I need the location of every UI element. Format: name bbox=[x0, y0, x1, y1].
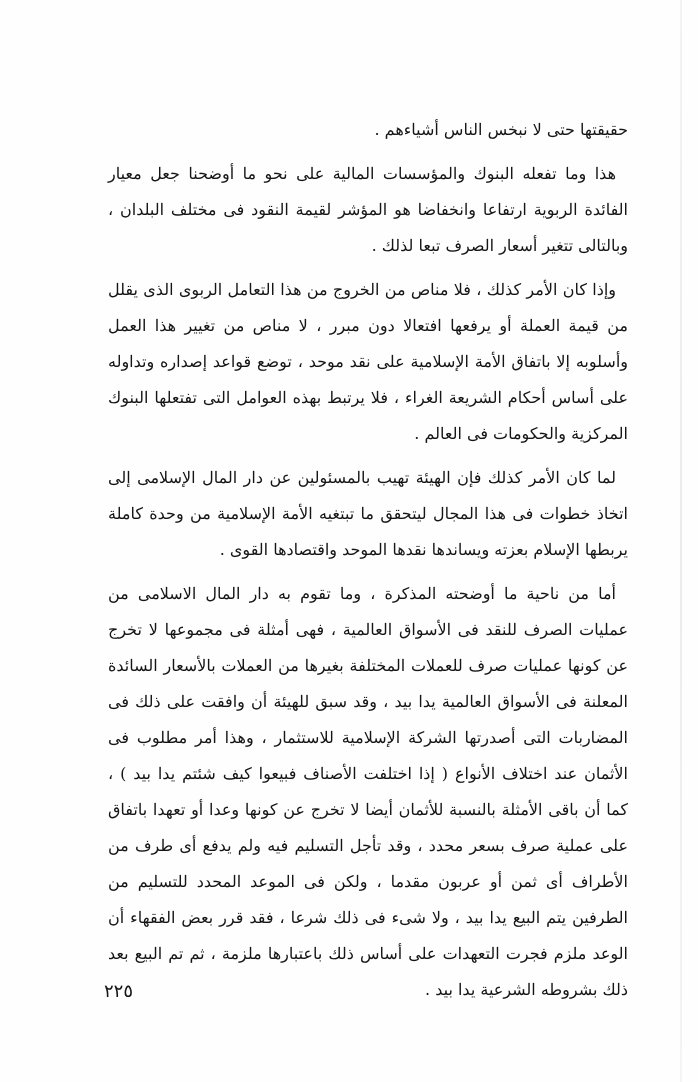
paragraph-5: أما من ناحية ما أوضحته المذكرة ، وما تقوم به دار المال الاسلامى من عمليات الصرف للنقد فى الأسواق العالمية ، فهى أمثلة فى مجموعها لا تخرج عن كونها عمليات صرف للعملات المختلفة بغيرها من العملات بالأسعار السائدة المعلنة فى الأسواق العالمية يدا بيد ، وقد سبق للهيئة أن وافقت على ذلك فى المضاربات التى أصدرتها الشركة الإسلامية للاستثمار ، وهذا أمر مطلوب فى الأثمان عند اختلاف الأنواع ( إذا اختلفت الأصناف فبيعوا كيف شئتم يدا بيد ) ، كما أن باقى الأمثلة بالنسبة للأثمان أيضا لا تخرج عن كونها وعدا أو تعهدا باتفاق على عملية صرف بسعر محدد ، وقد تأجل التسليم فيه ولم يدفع أى طرف من الأطراف أى ثمن أو عربون مقدما ، ولكن فى الموعد المحدد للتسليم من الطرفين يتم البيع يدا بيد ، ولا شىء فى ذلك شرعا ، فقد قرر بعض الفقهاء أن الوعد ملزم فجرت التعهدات على أساس ذلك باعتبارها ملزمة ، ثم تم البيع بعد ذلك بشروطه الشرعية يدا بيد . bbox=[108, 584, 628, 999]
paragraph-2: هذا وما تفعله البنوك والمؤسسات المالية على نحو ما أوضحنا جعل معيار الفائدة الربوية ارتفاعا وانخفاضا هو المؤشر لقيمة النقود فى مختلف البلدان ، وبالتالى تتغير أسعار الصرف تبعا لذلك . bbox=[108, 164, 628, 255]
paragraph-3: وإذا كان الأمر كذلك ، فلا مناص من الخروج من هذا التعامل الربوى الذى يقلل من قيمة العملة أو يرفعها افتعالا دون مبرر ، لا مناص من تغيير هذا العمل وأسلوبه إلا باتفاق الأمة الإسلامية على نقد موحد ، توضع قواعد إصداره وتداوله على أساس أحكام الشريعة الغراء ، فلا يرتبط بهذه العوامل التى تفتعلها البنوك المركزية والحكومات فى العالم . bbox=[108, 280, 629, 443]
main-text bbox=[108, 112, 628, 1016]
paragraph-1: حقيقتها حتى لا نبخس الناس أشياءهم . bbox=[374, 120, 628, 139]
page-number: ٢٢٥ bbox=[104, 981, 134, 1002]
paragraph-4: لما كان الأمر كذلك فإن الهيئة تهيب بالمسئولين عن دار المال الإسلامى إلى اتخاذ خطوات فى هذا المجال ليتحقق ما تبتغيه الأمة الإسلامية من وحدة كاملة يربطها الإسلام بعزته ويساندها نقدها الموحد واقتصادها القوى . bbox=[108, 468, 628, 559]
page-binding-edge bbox=[680, 0, 682, 1082]
